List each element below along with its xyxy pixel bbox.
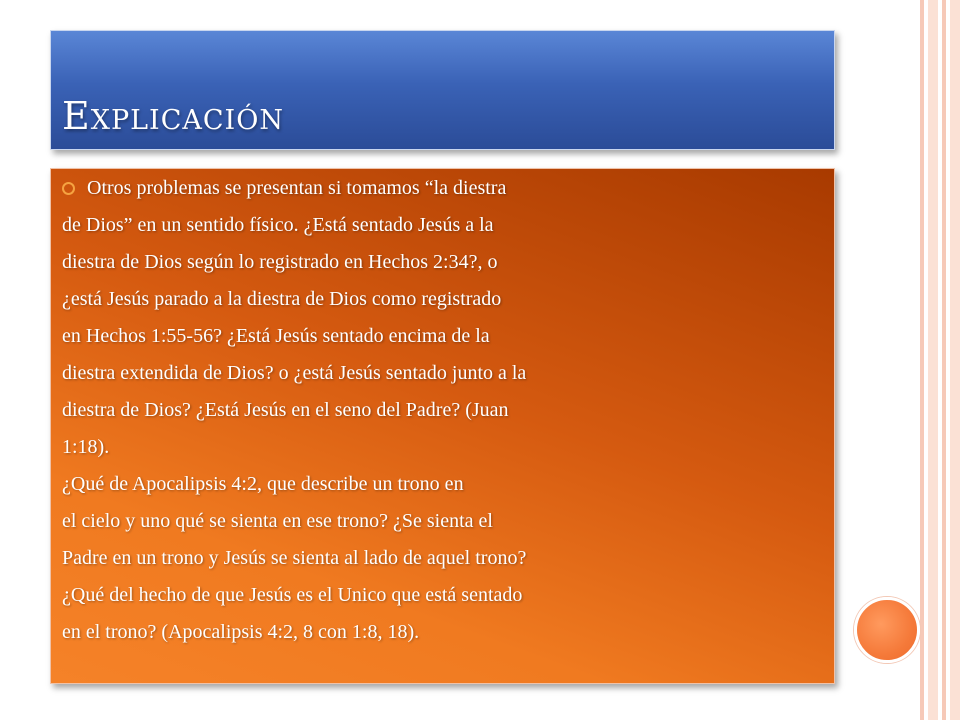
decorative-stripe: [920, 0, 924, 720]
decorative-stripe: [928, 0, 938, 720]
decorative-stripe: [942, 0, 946, 720]
decorative-stripe: [950, 0, 960, 720]
decorative-circle: [854, 597, 920, 663]
slide-body-text: Otros problemas se presentan si tomamos “la diestra de Dios” en un sentido físico. ¿Está sentado Jesús a la diestra de Dios según lo registrado en Hechos 2:34?, o ¿está Jesús parado a la diestra de Dios como registrado en Hechos 1:55-56? ¿Está Jesús sentado encima de la diestra extendida de Dios? o ¿está Jesús sentado junto a la diestra de Dios? ¿Está Jesús en el seno del Padre? (Juan 1:18). ¿Qué de Apocalipsis 4:2, que describe un trono en el cielo y uno qué se sienta en ese trono? ¿Se sienta el Padre en un trono y Jesús se sienta al lado de aquel trono? ¿Qué del hecho de que Jesús es el Unico que está sentado en el trono? (Apocalipsis 4:2, 8 con 1:8, 18).: [62, 177, 527, 643]
slide-title: Explicación: [62, 94, 284, 138]
